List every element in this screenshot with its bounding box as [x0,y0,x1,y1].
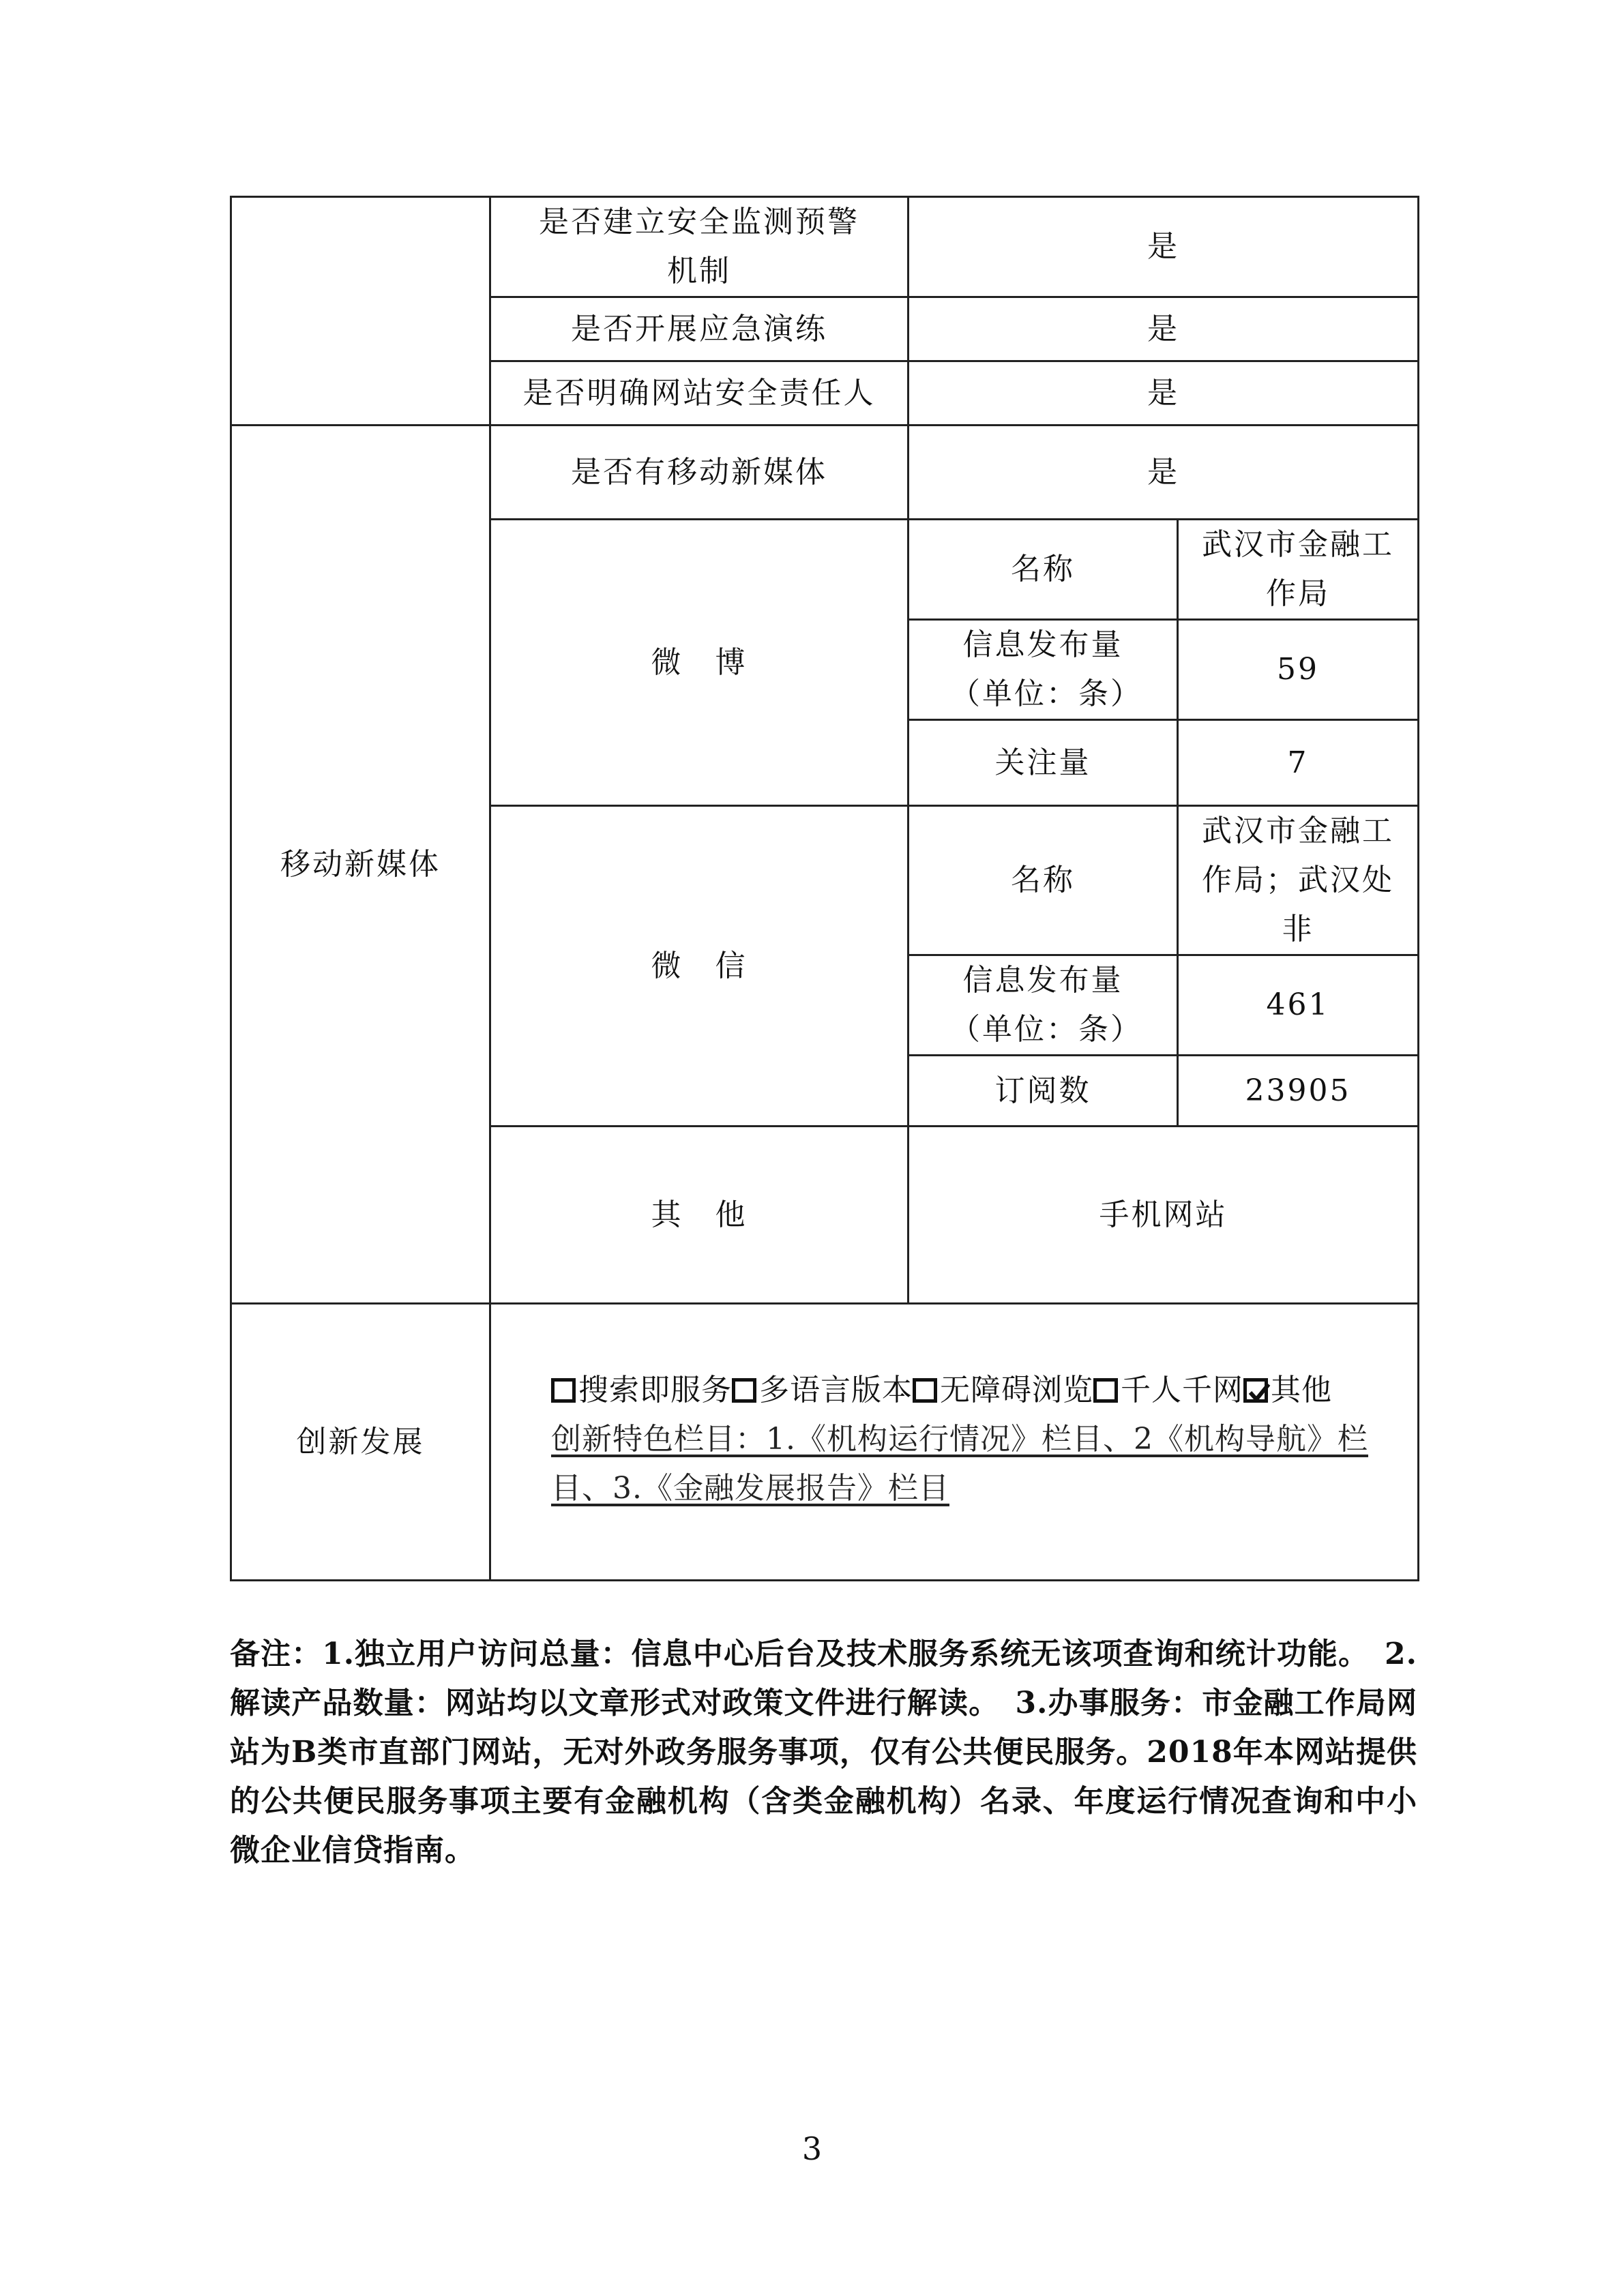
option-multilingual[interactable]: 多语言版本 [732,1373,913,1407]
weibo-label: 微 博 [490,520,909,806]
table-row [231,426,1419,520]
weibo-posts-value: 59 [1178,620,1419,720]
has-media-value: 是 [909,426,1419,520]
option-accessibility[interactable]: 无障碍浏览 [913,1373,1093,1407]
option-search-service[interactable]: 搜索即服务 [551,1373,732,1407]
page-number: 3 [801,2130,823,2167]
monitor-label: 是否建立安全监测预警机制 [490,197,909,297]
website-report-table [230,196,1419,1581]
responsible-label: 是否明确网站安全责任人 [490,361,909,426]
has-media-label: 是否有移动新媒体 [490,426,909,520]
wechat-posts-label: 信息发布量（单位：条） [909,955,1178,1056]
weibo-name-value: 武汉市金融工作局 [1178,520,1419,620]
notes-paragraph: 备注：1.独立用户访问总量：信息中心后台及技术服务系统无该项查询和统计功能。 2.解读产品数量：网站均以文章形式对政策文件进行解读。 3.办事服务：市金融工作局网站为B类市直部门网站，无对外政务服务事项，仅有公共便民服务。2018年本网站提供的公共便民服务事项主要有金融机构（含类金融机构）名录、年度运行情况查询和中小微企业信贷指南。 [230,1637,1417,1868]
unchecked-box-icon[interactable] [732,1378,756,1403]
drill-value: 是 [909,297,1419,361]
mobile-section-label: 移动新媒体 [231,426,490,1304]
unchecked-box-icon[interactable] [913,1378,937,1403]
weibo-followers-label: 关注量 [909,720,1178,806]
option-personalized[interactable]: 千人千网 [1093,1373,1243,1407]
wechat-subscribers-value: 23905 [1178,1056,1419,1127]
option-other[interactable]: 其他 [1243,1373,1332,1407]
wechat-posts-value: 461 [1178,955,1419,1056]
table-row [231,197,1419,297]
drill-label: 是否开展应急演练 [490,297,909,361]
monitor-value: 是 [909,197,1419,297]
table-row [231,1304,1419,1581]
innovation-content [490,1304,1419,1581]
weibo-name-label: 名称 [909,520,1178,620]
wechat-name-label: 名称 [909,806,1178,955]
unchecked-box-icon[interactable] [551,1378,576,1403]
innovation-section-label: 创新发展 [231,1304,490,1581]
checked-box-icon[interactable] [1243,1378,1268,1403]
weibo-posts-label: 信息发布量（单位：条） [909,620,1178,720]
security-section-cell [231,197,490,426]
wechat-subscribers-label: 订阅数 [909,1056,1178,1127]
wechat-name-value: 武汉市金融工作局；武汉处非 [1178,806,1419,955]
other-value: 手机网站 [909,1127,1419,1304]
other-label: 其 他 [490,1127,909,1304]
wechat-label: 微 信 [490,806,909,1127]
innovation-other-text: 创新特色栏目：1.《机构运行情况》栏目、2《机构导航》栏目、3.《金融发展报告》栏目 [551,1422,1368,1506]
weibo-followers-value: 7 [1178,720,1419,806]
innovation-options [551,1366,1404,1415]
responsible-value: 是 [909,361,1419,426]
unchecked-box-icon[interactable] [1093,1378,1118,1403]
